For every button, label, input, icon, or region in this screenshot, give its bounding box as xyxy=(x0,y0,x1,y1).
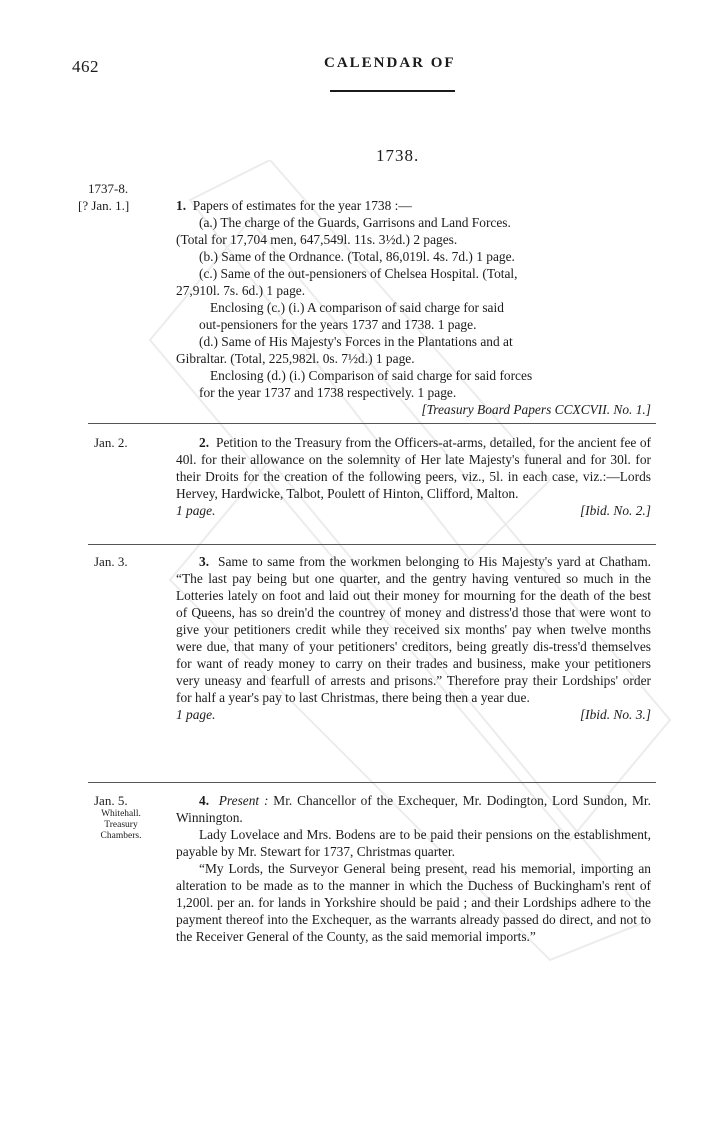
entry-paragraph: “My Lords, the Surveyor General being present, read his memorial, importing an alteration to be made as to the manner in which the Duchess of Buckingham's rent of 1,200l. per an. for lands in Yorkshire should be paid ; and their Lordships adhere to the payment thereof into the Exchequer, as the warrants already passed do direct, and not to the Receiver General of the County, as the said memorial imports.” xyxy=(176,861,651,944)
entry-line: (d.) Same of His Majesty's Forces in the Plantations and at xyxy=(199,334,513,349)
entry-4-margin-place xyxy=(86,809,156,842)
entry-line: Enclosing (d.) (i.) Comparison of said charge for said forces xyxy=(210,368,533,383)
running-title: CALENDAR OF xyxy=(324,55,456,71)
margin-place-line: Whitehall. xyxy=(101,809,141,819)
entry-divider xyxy=(88,782,656,783)
entry-text: Petition to the Treasury from the Officers-at-arms, detailed, for the ancient fee of 40l. for their allowance on the solemnity of Her late Majesty's funeral and for 30l. for their Droits for the creation of the following peers, viz., 5l. in each case, viz.:—Lords Hervey, Hardwicke, Talbot, Poulett of Hinton, Clifford, Malton. xyxy=(176,435,651,501)
entry-reference: [Ibid. No. 2.] xyxy=(579,503,651,518)
entry-number: 4. xyxy=(199,793,210,808)
entry-text: Same to same from the workmen belonging to His Majesty's yard at Chatham. “The last pay being but one quarter, and the gentry having ventured so much in the Lotteries lately on foot and laid out their money for mourning for the death of the best of Queens, has so drein'd the countrey of money and distress'd those that were wont to give your petitioners credit while they received six months' pay when twelve months were due, that many of your petitioners' creditors, being greatly dis-tress'd themselves for want of ready money to carry on their trades and business, make your petitioners very uneasy and fearfull of arrests and prisons.” Therefore pray their Lordships' order for half a year's pay to last Christmas, there being then a year due. xyxy=(176,554,651,705)
entry-line: (Total for 17,704 men, 647,549l. 11s. 3½d.) 2 pages. xyxy=(176,232,458,247)
page-count: 1 page. xyxy=(176,707,216,722)
entry-1-margin-date: [? Jan. 1.] xyxy=(78,198,130,213)
entry-number: 2. xyxy=(199,435,210,450)
present-list: Mr. Chancellor of the Exchequer, Mr. Dodington, Lord Sundon, Mr. Winnington. xyxy=(176,793,651,825)
entry-paragraph: Lady Lovelace and Mrs. Bodens are to be paid their pensions on the establishment, payable by Mr. Stewart for 1737, Christmas quarter. xyxy=(176,827,651,859)
margin-place-line: Treasury xyxy=(104,820,138,830)
entry-reference: [Ibid. No. 3.] xyxy=(579,707,651,722)
entry-line: 27,910l. 7s. 6d.) 1 page. xyxy=(176,283,306,298)
entry-number: 3. xyxy=(199,554,210,569)
entry-divider xyxy=(88,423,656,424)
entry-line: (a.) The charge of the Guards, Garrisons and Land Forces. xyxy=(199,215,511,230)
entry-1-margin-year: 1737-8. xyxy=(88,181,129,196)
entry-line: (c.) Same of the out-pensioners of Chelsea Hospital. (Total, xyxy=(199,266,518,281)
entry-divider xyxy=(88,544,656,545)
present-label: Present : xyxy=(218,793,269,808)
entry-line: Enclosing (c.) (i.) A comparison of said charge for said xyxy=(210,300,504,315)
entry-number: 1. xyxy=(176,198,187,213)
header-rule xyxy=(330,90,455,92)
entry-text: Papers of estimates for the year 1738 :— xyxy=(192,198,412,213)
entry-3 xyxy=(176,553,651,723)
entry-2-margin-date: Jan. 2. xyxy=(94,435,128,450)
margin-place-line: Chambers. xyxy=(100,831,142,841)
entry-reference: [Treasury Board Papers CCXCVII. No. 1.] xyxy=(421,402,651,417)
entry-1 xyxy=(176,197,651,418)
entry-4 xyxy=(176,792,651,945)
page-number: 462 xyxy=(72,57,99,76)
entry-2 xyxy=(176,434,651,519)
year-heading: 1738. xyxy=(376,146,420,165)
entry-line: Gibraltar. (Total, 225,982l. 0s. 7½d.) 1 page. xyxy=(176,351,415,366)
entry-3-margin-date: Jan. 3. xyxy=(94,554,128,569)
page-count: 1 page. xyxy=(176,503,216,518)
entry-line: for the year 1737 and 1738 respectively. 1 page. xyxy=(199,385,457,400)
entry-line: (b.) Same of the Ordnance. (Total, 86,019l. 4s. 7d.) 1 page. xyxy=(199,249,515,264)
entry-line: out-pensioners for the years 1737 and 1738. 1 page. xyxy=(199,317,477,332)
entry-4-margin-date: Jan. 5. xyxy=(94,793,128,808)
